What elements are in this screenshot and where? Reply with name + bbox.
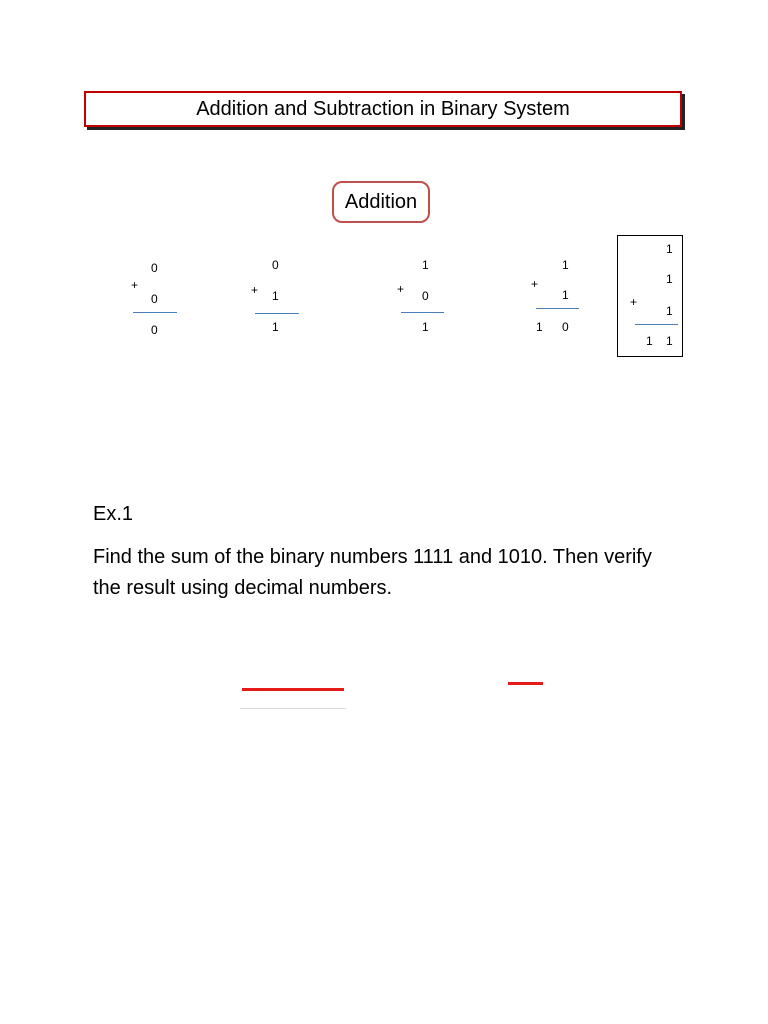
rule-5-sum-line <box>635 324 678 325</box>
rule-5-second: 1 <box>666 272 673 286</box>
rule-3-result: 1 <box>422 320 429 334</box>
rule-5-third: 1 <box>666 304 673 318</box>
rule-2-sum-line <box>255 313 299 314</box>
section-heading-addition <box>332 181 430 223</box>
rule-1-result: 0 <box>151 323 158 337</box>
red-underline-right <box>508 682 543 685</box>
rule-2-result: 1 <box>272 320 279 334</box>
rule-4-result-digit: 0 <box>562 320 569 334</box>
rule-4-plus-sign: + <box>531 277 539 291</box>
rule-1-bottom: 0 <box>151 292 158 306</box>
red-underline-left <box>242 688 344 691</box>
rule-5-first: 1 <box>666 242 673 256</box>
rule-3-top: 1 <box>422 258 429 272</box>
grey-rule-left <box>240 708 346 709</box>
example-label: Ex.1 <box>93 503 134 525</box>
rule-1-plus-sign: + <box>131 278 139 292</box>
rule-4-bottom: 1 <box>562 288 569 302</box>
page-title-text: Addition and Subtraction in Binary System <box>196 97 570 120</box>
rule-2-plus-sign: + <box>251 283 259 297</box>
rule-5-plus-sign: + <box>630 295 638 309</box>
rule-1-top: 0 <box>151 261 158 275</box>
example-problem-text: Find the sum of the binary numbers 1111 and 1010. Then verify the result using decimal numbers. <box>93 546 652 599</box>
rule-2-top: 0 <box>272 258 279 272</box>
rule-2-bottom: 1 <box>272 289 279 303</box>
rule-4-sum-line <box>536 308 579 309</box>
section-heading-text: Addition <box>344 190 418 213</box>
rule-5-result-carry: 1 <box>646 334 653 348</box>
rule-3-bottom: 0 <box>422 289 429 303</box>
rule-3-sum-line <box>401 312 444 313</box>
rule-3-plus-sign: + <box>397 282 405 296</box>
rule-5-result-digit: 1 <box>666 334 673 348</box>
rule-4-top: 1 <box>562 258 569 272</box>
rule-1-sum-line <box>133 312 177 313</box>
page-title <box>84 91 682 127</box>
rule-4-result-carry: 1 <box>536 320 543 334</box>
